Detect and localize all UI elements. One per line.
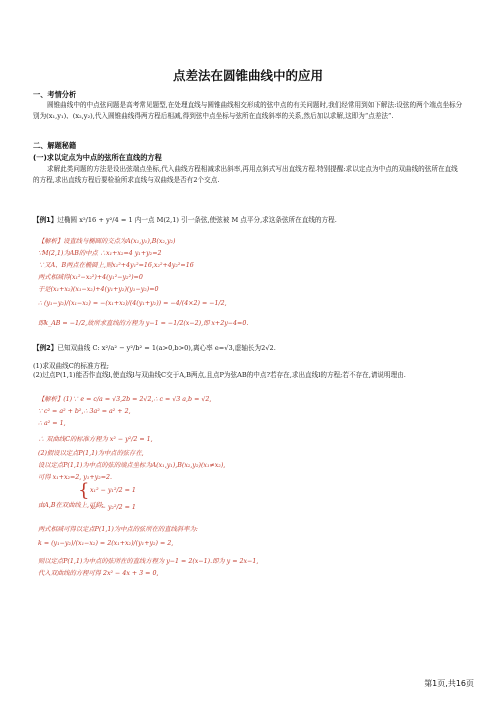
page-title: 点差法在圆锥曲线中的应用 [172,68,323,83]
example-2-tag: 【例2】 [33,344,58,352]
example-2-solution-line: ∴ 双曲线C的标准方程为 x² − y²/2 = 1, [38,436,153,443]
subsection-text [33,164,463,185]
example-1-solution-line: 于是(x₁+x₂)(x₁−x₂)+4(y₁+y₂)(y₁−y₂)=0 [38,286,159,293]
example-1-solution-line: ∵M(2,1)为AB的中点 ∴x₁+x₂=4 y₁+y₂=2 [38,250,162,257]
example-2-question [33,342,276,352]
subsection-heading: (一)求以定点为中点的弦所在直线的方程 [33,153,162,162]
section-heading-methods: 二、解题秘籍 [33,141,77,150]
example-1-solution-line: 两式相减得(x₁²−x₂²)+4(y₁²−y₂²)=0 [38,274,143,281]
example-2-solution-line: 由A,B在双曲线上,可得: [38,502,104,509]
system-equation-2: x₂² − y₂²/2 = 1 [90,504,136,511]
example-1-text: 过椭圆 x²/16 + y²/4 = 1 内一点 M(2,1) 引一条弦,使弦被 M 点平分,求这条弦所在直线的方程. [57,216,337,224]
example-2-solution-line: 设以定点P(1,1)为中点的弦的端点坐标为A(x₁,y₁),B(x₂,y₂)(x₁≠x₂), [38,462,226,469]
example-2-solution-line: (2)假设以定点P(1,1)为中点的弦存在, [38,450,144,457]
section-text-analysis [33,100,463,121]
example-1-question [33,214,337,224]
analysis-paragraph: 圆锥曲线中的中点弦问题是高考常见题型,在处理直线与圆锥曲线相交形成的弦中点的有关问题时,我们经常用到如下解法:设弦的两个端点坐标分别为(x₁,y₁)、(x₂,y₂),代入圆锥曲线得两方程后相减,得到弦中点坐标与弦所在直线斜率的关系,然后加以求解,这即为“点差法”. [33,101,463,120]
subsection-paragraph: 求解此类问题的方法是设出弦端点坐标,代入曲线方程相减求出斜率,再用点斜式写出直线方程.特别提醒:求以定点为中点的双曲线的弦所在直线的方程,求出直线方程后要检验所求直线与双曲线是否有2个交点. [33,165,458,184]
page-footer: 第1页,共16页 [424,679,474,688]
example-1-tag: 【例1】 [33,216,58,224]
example-2-solution-line: 代入双曲线的方程可得 2x² − 4x + 3 = 0, [38,570,159,577]
example-2-solution-line: 两式相减可得以定点P(1,1)为中点的弦所在的直线斜率为: [38,526,198,533]
system-equation-1: x₁² − y₁²/2 = 1 [90,487,136,494]
section-heading-analysis: 一、考情分析 [33,90,77,99]
example-1-solution-line: ∴ (y₁−y₂)/(x₁−x₂) = −(x₁+x₂)/(4(y₁+y₂)) = −4/(4×2) = −1/2, [38,300,227,307]
example-1-solution-line: 【解析】设直线与椭圆的交点为A(x₁,y₁),B(x₂,y₂) [38,238,176,245]
example-2-text: 已知双曲线 C: x²/a² − y²/b² = 1(a>0,b>0),离心率 e=√3,虚轴长为2√2. [57,344,276,352]
example-2-part-2-block [33,370,463,381]
example-2-solution-line: ∴ a² = 1, [38,420,66,427]
example-2-solution-line: 则以定点P(1,1)为中点的弦所在的直线方程为 y−1 = 2(x−1).即为 y = 2x−1, [38,558,259,565]
example-1-solution-line: 即k_AB = −1/2,故所求直线的方程为 y−1 = −1/2(x−2),即 x+2y−4=0. [38,320,249,327]
equation-system-brace: { [78,480,90,501]
example-2-part-2: (2)过点P(1,1)能否作直线l,使直线l与双曲线C交于A,B两点,且点P为弦AB的中点?若存在,求出直线l的方程;若不存在,请说明理由. [33,371,406,379]
example-2-solution-line: 【解析】(1)∵ e = c/a = √3,2b = 2√2,∴ c = √3 a,b = √2, [38,396,212,403]
example-1-solution-line: ∵又A、B两点在椭圆上,则x₁²+4y₁²=16,x₂²+4y₂²=16 [38,262,194,269]
example-2-part-1: (1)求双曲线C的标准方程; [33,362,109,370]
example-2-solution-line: 可得 x₁+x₂=2, y₁+y₂=2. [38,474,113,481]
example-2-solution-line: ∵ c² = a² + b²,∴ 3a² = a² + 2, [38,408,131,415]
example-2-solution-line: k = (y₁−y₂)/(x₁−x₂) = 2(x₁+x₂)/(y₁+y₂) = 2, [38,540,174,547]
